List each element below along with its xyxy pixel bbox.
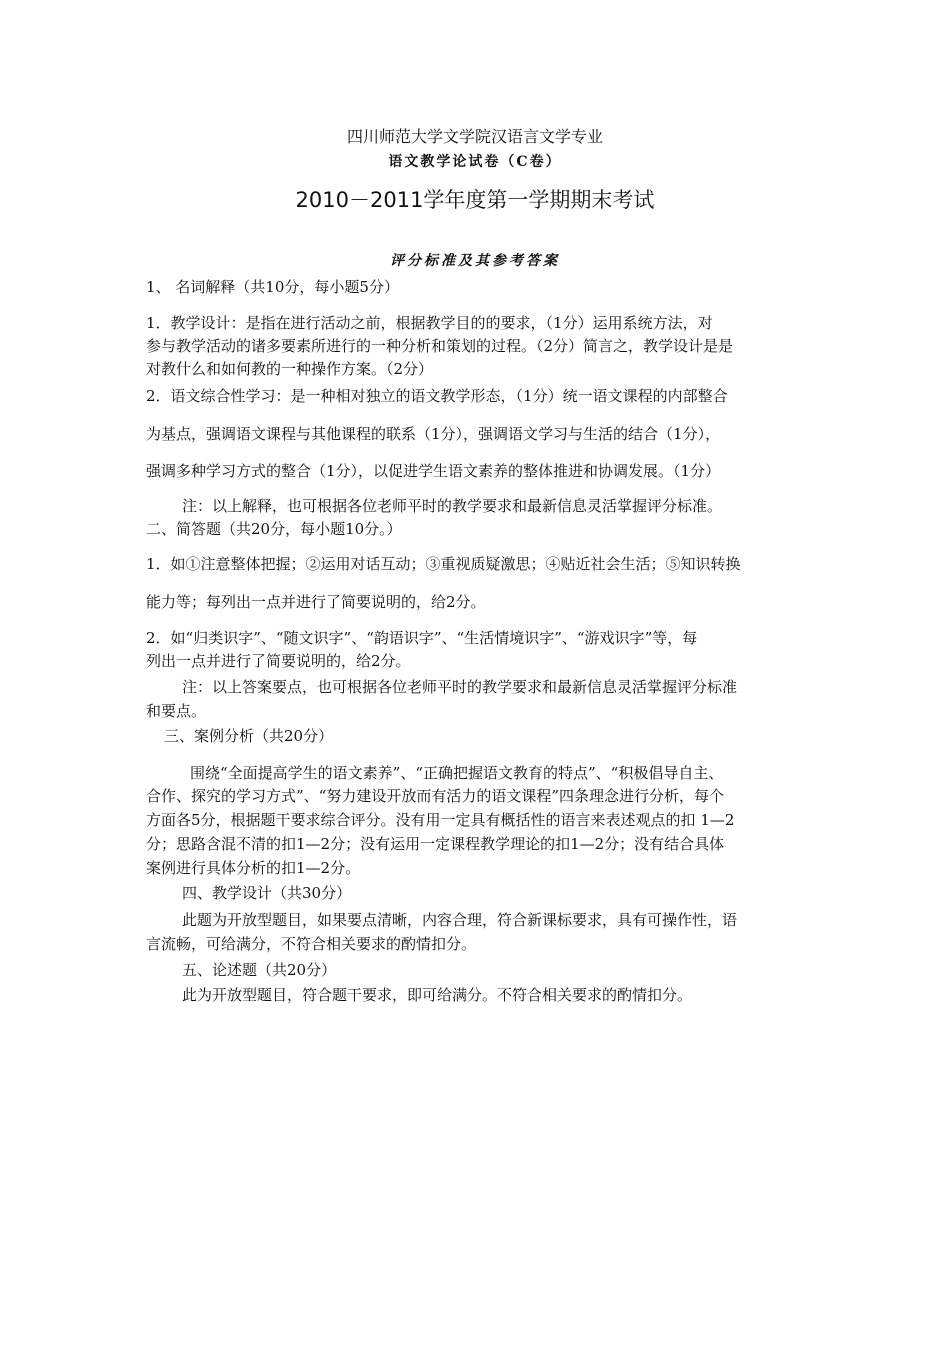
text-line: 参与教学活动的诸多要素所进行的一种分析和策划的过程。（2分）简言之，教学设计是是 xyxy=(146,337,734,355)
text-line: 此题为开放型题目，如果要点清晰，内容合理，符合新课标要求，具有可操作性，语 xyxy=(182,911,738,929)
text-line: 对教什么和如何教的一种操作方案。（2分） xyxy=(146,360,434,378)
exam-title: 2010－2011学年度第一学期期末考试 xyxy=(295,188,655,212)
text-line: 围绕“全面提高学生的语文素养”、“正确把握语文教育的特点”、“积极倡导自主、 xyxy=(190,764,724,782)
text-line: 1．如①注意整体把握；②运用对话互动；③重视质疑激思；④贴近社会生活；⑤知识转换 xyxy=(146,555,741,573)
text-line: 和要点。 xyxy=(146,702,207,720)
section-5-heading: 五、论述题（共20分） xyxy=(182,961,337,979)
text-line: 能力等；每列出一点并进行了简要说明的，给2分。 xyxy=(146,593,486,611)
note-line: 注：以上解释，也可根据各位老师平时的教学要求和最新信息灵活掌握评分标准。 xyxy=(182,497,723,515)
text-line: 为基点，强调语文课程与其他课程的联系（1分），强调语文学习与生活的结合（1分）， xyxy=(146,425,721,443)
section-4-heading: 四、教学设计（共30分） xyxy=(182,884,352,902)
text-line: 列出一点并进行了简要说明的，给2分。 xyxy=(146,652,411,670)
text-line: 分；思路含混不清的扣1—2分；没有运用一定课程教学理论的扣1—2分；没有结合具体 xyxy=(146,835,725,853)
section-2-heading: 二、简答题（共20分，每小题10分。） xyxy=(146,520,402,538)
text-line: 2．语文综合性学习：是一种相对独立的语文教学形态，（1分）统一语文课程的内部整合 xyxy=(146,387,728,405)
text-line: 2．如“归类识字”、“随文识字”、“韵语识字”、“生活情境识字”、“游戏识字”等，每 xyxy=(146,629,698,647)
section-3-heading: 三、案例分析（共20分） xyxy=(164,727,334,745)
paper-title: 语文教学论试卷（C卷） xyxy=(388,154,562,170)
text-line: 合作、探究的学习方式”、“努力建设开放而有活力的语文课程”四条理念进行分析，每个 xyxy=(146,787,725,805)
text-line: 此为开放型题目，符合题干要求，即可给满分。不符合相关要求的酌情扣分。 xyxy=(182,986,693,1004)
text-line: 强调多种学习方式的整合（1分），以促进学生语文素养的整体推进和协调发展。（1分） xyxy=(146,462,721,480)
note-line: 注：以上答案要点，也可根据各位老师平时的教学要求和最新信息灵活掌握评分标准 xyxy=(182,678,738,696)
school-title: 四川师范大学文学院汉语言文学专业 xyxy=(346,127,603,146)
answer-subtitle: 评分标准及其参考答案 xyxy=(390,253,560,269)
text-line: 1．教学设计：是指在进行活动之前，根据教学目的的要求，（1分）运用系统方法，对 xyxy=(146,314,713,332)
text-line: 方面各5分，根据题干要求综合评分。没有用一定具有概括性的语言来表述观点的扣 1—2 xyxy=(146,811,735,829)
text-line: 案例进行具体分析的扣1—2分。 xyxy=(146,859,361,877)
section-1-heading: 1、 名词解释（共10分，每小题5分） xyxy=(146,278,399,296)
text-line: 言流畅，可给满分，不符合相关要求的酌情扣分。 xyxy=(146,935,477,953)
